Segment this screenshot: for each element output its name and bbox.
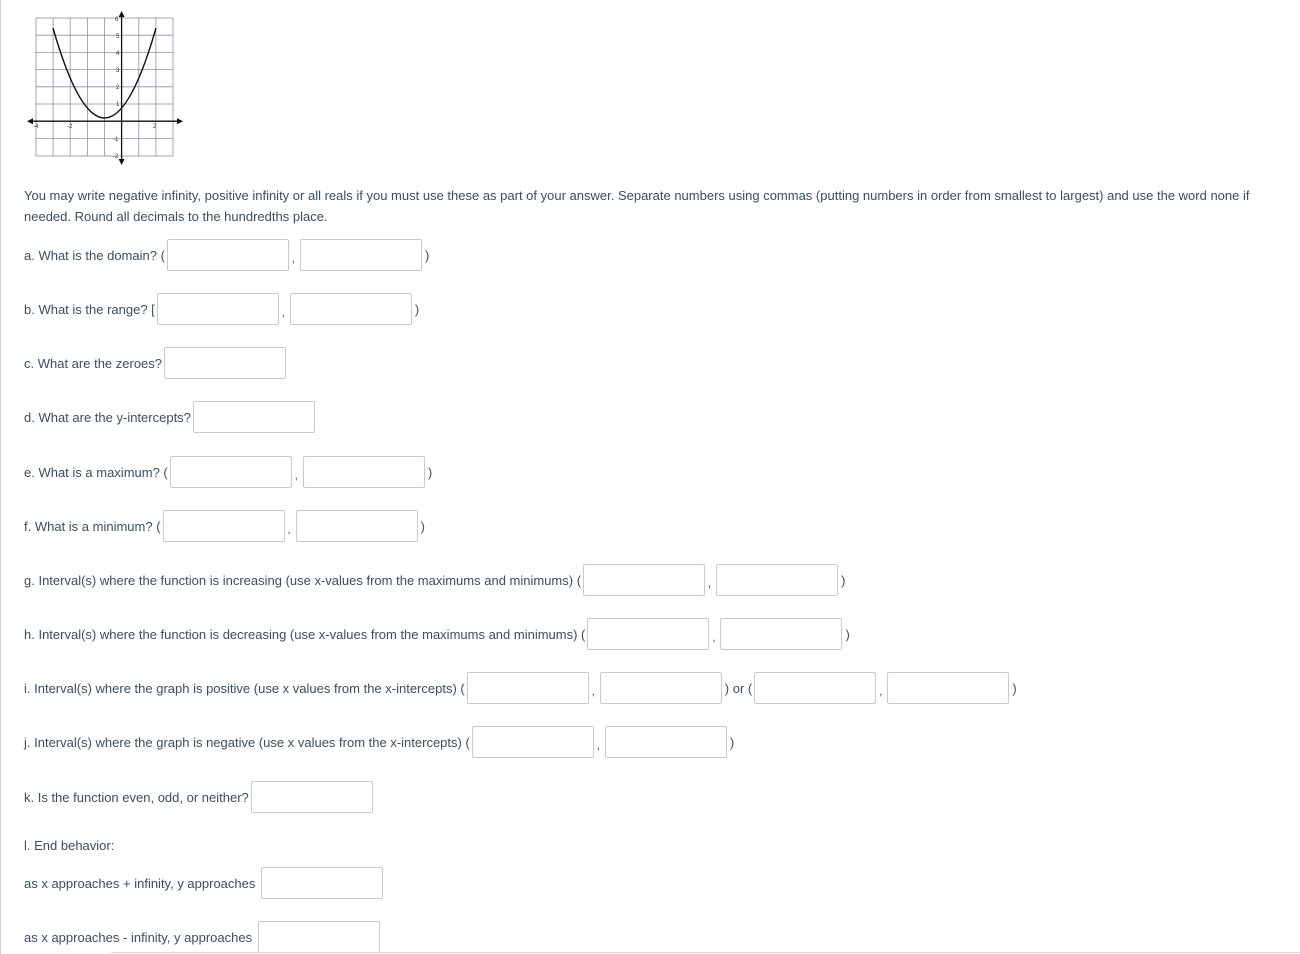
or-separator: ) or (: [724, 680, 753, 696]
close-paren: ): [841, 572, 846, 588]
increasing-start-input[interactable]: [583, 564, 705, 596]
close-paren: ): [845, 626, 850, 642]
domain-end-input[interactable]: [300, 239, 422, 271]
y-tick-label: 6: [115, 17, 119, 23]
question-d-y-intercepts: [24, 400, 315, 434]
question-l-end-behavior: [24, 828, 114, 862]
zeroes-input[interactable]: [164, 347, 286, 379]
question-h-decreasing: [24, 617, 850, 651]
comma-separator: ,: [596, 740, 600, 752]
question-i-positive: [24, 671, 1017, 705]
maximum-x-input[interactable]: [170, 456, 292, 488]
end-behavior-positive-infinity: [24, 866, 383, 900]
question-k-even-odd: [24, 780, 373, 814]
end-behavior-negative-infinity: [24, 920, 380, 954]
question-e-maximum: [24, 455, 432, 489]
comma-separator: ,: [291, 253, 295, 265]
close-paren: ): [1012, 680, 1017, 696]
question-j-label: j. Interval(s) where the graph is negative (use x values from the x-intercepts) (: [24, 734, 470, 750]
minimum-y-input[interactable]: [296, 510, 418, 542]
domain-start-input[interactable]: [167, 239, 289, 271]
y-tick-label: 1: [116, 102, 120, 108]
comma-separator: ,: [281, 307, 285, 319]
question-i-label: i. Interval(s) where the graph is positive (use x values from the x-intercepts) (: [24, 680, 465, 696]
x-tick-label: 2: [153, 124, 157, 130]
question-a-domain: [24, 238, 429, 272]
comma-separator: ,: [287, 524, 291, 536]
question-e-label: e. What is a maximum? (: [24, 464, 168, 480]
end-behavior-positive-input[interactable]: [261, 867, 383, 899]
question-d-label: d. What are the y-intercepts?: [24, 409, 191, 425]
bottom-divider: [111, 952, 1300, 953]
close-paren: ): [420, 518, 425, 534]
comma-separator: ,: [294, 470, 298, 482]
question-c-zeroes: [24, 346, 286, 380]
y-tick-label: -1: [113, 137, 119, 143]
comma-separator: ,: [712, 632, 716, 644]
question-j-negative: [24, 725, 734, 759]
close-paren: ): [414, 301, 420, 317]
increasing-end-input[interactable]: [716, 564, 838, 596]
even-odd-input[interactable]: [251, 781, 373, 813]
end-behavior-negative-label: as x approaches - infinity, y approaches: [24, 929, 253, 945]
range-end-input[interactable]: [290, 293, 412, 325]
close-paren: ): [427, 464, 433, 480]
y-tick-label: 3: [116, 68, 120, 74]
y-tick-label: 2: [116, 85, 120, 91]
comma-separator: ,: [591, 686, 595, 698]
question-g-increasing: [24, 563, 845, 597]
positive-interval1-start-input[interactable]: [467, 672, 589, 704]
positive-interval2-start-input[interactable]: [754, 672, 876, 704]
maximum-y-input[interactable]: [303, 456, 425, 488]
x-tick-label: -4: [33, 124, 39, 130]
parabola-graph: [25, 10, 185, 166]
decreasing-end-input[interactable]: [720, 618, 842, 650]
negative-interval-end-input[interactable]: [605, 726, 727, 758]
close-paren: ): [729, 734, 735, 750]
question-f-minimum: [24, 509, 425, 543]
positive-interval2-end-input[interactable]: [887, 672, 1009, 704]
question-b-range: [24, 292, 419, 326]
question-a-label: a. What is the domain? (: [24, 247, 165, 263]
end-behavior-positive-label: as x approaches + infinity, y approaches: [24, 875, 256, 891]
question-c-label: c. What are the zeroes?: [24, 355, 163, 371]
decreasing-start-input[interactable]: [587, 618, 709, 650]
question-g-label: g. Interval(s) where the function is increasing (use x-values from the maximums and minimums) (: [24, 572, 582, 588]
x-tick-label: -2: [67, 124, 73, 130]
negative-interval-start-input[interactable]: [472, 726, 594, 758]
y-tick-label: 5: [116, 34, 120, 40]
question-l-label: l. End behavior:: [24, 837, 115, 853]
comma-separator: ,: [879, 686, 883, 698]
question-b-label: b. What is the range? [: [24, 301, 155, 317]
y-tick-label: -2: [113, 154, 119, 160]
y-axis-bottom-arrow: [119, 159, 125, 165]
y-intercepts-input[interactable]: [193, 401, 315, 433]
instructions-text: You may write negative infinity, positive infinity or all reals if you must use these as part of your answer. Separate numbers using commas (putting numbers in order from smallest to largest) and use the word none if needed. Round all decimals to the hundredths place.: [24, 188, 1250, 224]
question-k-label: k. Is the function even, odd, or neither?: [24, 789, 249, 805]
y-tick-label: 4: [116, 51, 120, 57]
range-start-input[interactable]: [157, 293, 279, 325]
close-paren: ): [424, 247, 430, 263]
comma-separator: ,: [708, 578, 712, 590]
minimum-x-input[interactable]: [163, 510, 285, 542]
question-f-label: f. What is a minimum? (: [24, 518, 161, 534]
question-h-label: h. Interval(s) where the function is decreasing (use x-values from the maximums and minimums) (: [24, 626, 586, 642]
x-axis-right-arrow: [177, 118, 183, 124]
positive-interval1-end-input[interactable]: [600, 672, 722, 704]
end-behavior-negative-input[interactable]: [258, 921, 380, 953]
y-axis-top-arrow: [119, 11, 125, 17]
